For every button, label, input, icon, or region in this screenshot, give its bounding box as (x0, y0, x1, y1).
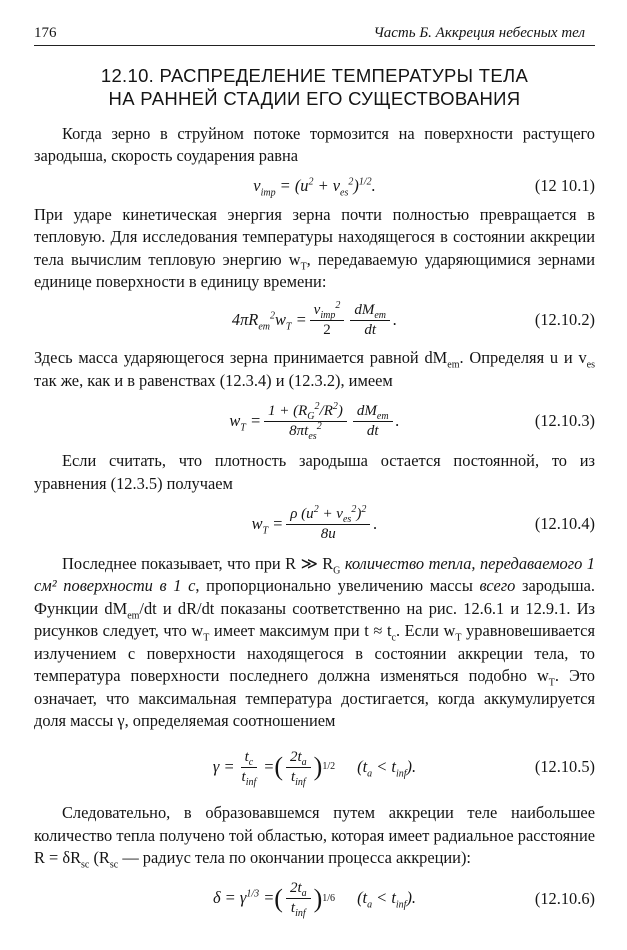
equation-12-10-6: $\delta = \gamma^{1/3}$ = ( $\frac{2t_a}{t_{inf}}$ ) 1/6 $(t_a < t_{inf})$. (12.10.6) (212, 880, 595, 920)
paragraph-6: Следовательно, в образовавшемся путем аккреции теле наибольшее количество тепла получено той областью, которая имеет радиальное расстояние $R = \delta R_{sc}$ ($R_{sc}$ — радиус тела по окончании процесса аккреции): (34, 803, 595, 871)
header-rule (34, 45, 595, 46)
equation-12-10-4: $w_T$ = $\frac{\rho (u^2 + v_{es}^2)^2}{8u}$ . (12.10.4) (251, 503, 595, 542)
equation-12-10-1: $v_{imp} = (u^2 + v_{es}^2)^{1/2}$. (12 10.1) (253, 175, 595, 198)
running-title: Часть Б. Аккреция небесных тел (373, 25, 585, 41)
equation-12-10-3: $w_T$ = $\frac{1 + (R_G^2/R^2)}{8\pi t_{es}^2}$ $\frac{dM_{em}}{dt}$ . (12.10.3) (229, 400, 595, 442)
page-number: 176 (34, 25, 57, 41)
paragraph-3: Здесь масса ударяющегося зерна принимается равной $dM_{em}$. Определяя u и $v_{es}$ так же, как и в равенствах (12.3.4) и (12.3.2), имеем (34, 348, 595, 390)
equation-12-10-5: γ = $\frac{t_c}{t_{inf}}$ = ( $\frac{2t_a}{t_{inf}}$ ) 1/2 $(t_a < t_{inf})$. (12.10.5) (212, 748, 595, 788)
running-header (34, 22, 595, 41)
paragraph-1: Когда зерно в струйном потоке тормозится на поверхности растущего зародыша, скорость соударения равна (34, 124, 595, 166)
paragraph-5: Последнее показывает, что при R ≫ $R_G$ количество тепла, передаваемого 1 см² поверхности в 1 с, пропорционально увеличению массы всего зародыша. Функции $dM_{em}/dt$ и dR/dt показаны соответственно на рис. 12.6.1 и 12.9.1. Из рисунков следует, что $w_T$ имеет максимум при $t \approx t_c$. Если $w_T$ уравновешивается излучением с поверхности находящегося в состоянии аккреции тела, то температура поверхности последнего должна изменяться подобно $w_T$. Это означает, что максимальная температура достигается, когда аккумулируется доля массы γ, определяемая соотношением (34, 554, 596, 730)
paragraph-4: Если считать, что плотность зародыша остается постоянной, то из уравнения (12.3.5) получаем (34, 451, 595, 493)
equation-12-10-2: $4\pi R_{em}^2w_T$ = $\frac{v_{imp}^2}{2}$ $\frac{dM_{em}}{dt}$ . (12.10.2) (231, 299, 595, 338)
paragraph-2: При ударе кинетическая энергия зерна почти полностью превращается в тепловую. Для исследования температуры находящегося в состоянии аккреции тела вычислим тепловую энергию $w_T$, передаваемую ударяющимися зернами единице поверхности в единицу времени: (34, 204, 595, 292)
section-title: 12.10. РАСПРЕДЕЛЕНИЕ ТЕМПЕРАТУРЫ ТЕЛА НА РАННЕЙ СТАДИИ ЕГО СУЩЕСТВОВАНИЯ (100, 65, 529, 109)
